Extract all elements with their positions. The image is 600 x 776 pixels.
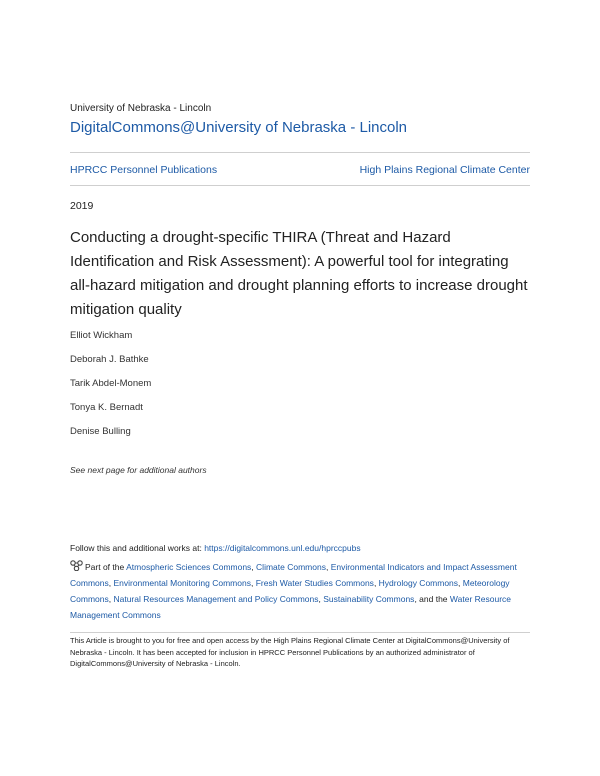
part-of-commons: Part of the Atmospheric Sciences Commons, Climate Commons, Environmental Indicators and Impact Assessment Commons, Environmental Monitoring Commons, Fresh Water Studies Commons, Hydrology Commons, Meteorology Commons, Natural Resources Management and Policy Commons, Sustainability Commons, and the Water Resource Management Commons xyxy=(70,562,517,620)
and-the-text: and the xyxy=(419,594,448,604)
article-title: Conducting a drought-specific THIRA (Threat and Hazard Identification and Risk Assessment): A powerful tool for integrating all-hazard mitigation and drought planning efforts to increase drought mitigation quality xyxy=(70,229,528,318)
collection-url-link[interactable]: https://digitalcommons.unl.edu/hprccpubs xyxy=(204,543,361,553)
author-name: Deborah J. Bathke xyxy=(70,354,149,365)
part-of-prefix: Part of the xyxy=(85,562,125,572)
author-name: Denise Bulling xyxy=(70,426,131,437)
center-link[interactable]: High Plains Regional Climate Center xyxy=(359,164,530,176)
institution-name: University of Nebraska - Lincoln xyxy=(70,103,212,114)
commons-link[interactable]: Hydrology Commons xyxy=(378,578,459,588)
commons-link[interactable]: Environmental Indicators and Impact Assessment Commons xyxy=(70,562,517,588)
commons-link[interactable]: Climate Commons xyxy=(256,562,326,572)
series-link[interactable]: HPRCC Personnel Publications xyxy=(70,164,218,176)
commons-link[interactable]: Fresh Water Studies Commons xyxy=(255,578,374,588)
divider xyxy=(70,152,530,153)
follow-label: Follow this and additional works at: xyxy=(70,543,202,553)
commons-link[interactable]: Sustainability Commons xyxy=(323,594,415,604)
access-notice: This Article is brought to you for free and open access by the High Plains Regional Climate Center at DigitalCommons@University of Nebraska - Lincoln. It has been accepted for inclusion in HPRCC Personnel Publications by an authorized administrator of DigitalCommons@University of Nebraska - Lincoln. xyxy=(70,636,510,668)
commons-link[interactable]: Environmental Monitoring Commons xyxy=(113,578,251,588)
divider xyxy=(70,632,530,633)
commons-link[interactable]: Water Resource Management Commons xyxy=(70,594,512,620)
commons-link[interactable]: Atmospheric Sciences Commons xyxy=(126,562,252,572)
author-name: Tonya K. Bernadt xyxy=(70,402,143,413)
publication-year: 2019 xyxy=(70,200,94,212)
commons-link[interactable]: Meteorology Commons xyxy=(70,578,510,604)
divider xyxy=(70,185,530,186)
network-icon xyxy=(70,560,83,571)
commons-link[interactable]: Natural Resources Management and Policy Commons xyxy=(113,594,319,604)
additional-authors-note: See next page for additional authors xyxy=(70,465,207,475)
repository-link[interactable]: DigitalCommons@University of Nebraska - Lincoln xyxy=(70,119,408,136)
follow-line xyxy=(70,543,361,553)
author-name: Elliot Wickham xyxy=(70,330,133,341)
author-name: Tarik Abdel-Monem xyxy=(70,378,152,389)
